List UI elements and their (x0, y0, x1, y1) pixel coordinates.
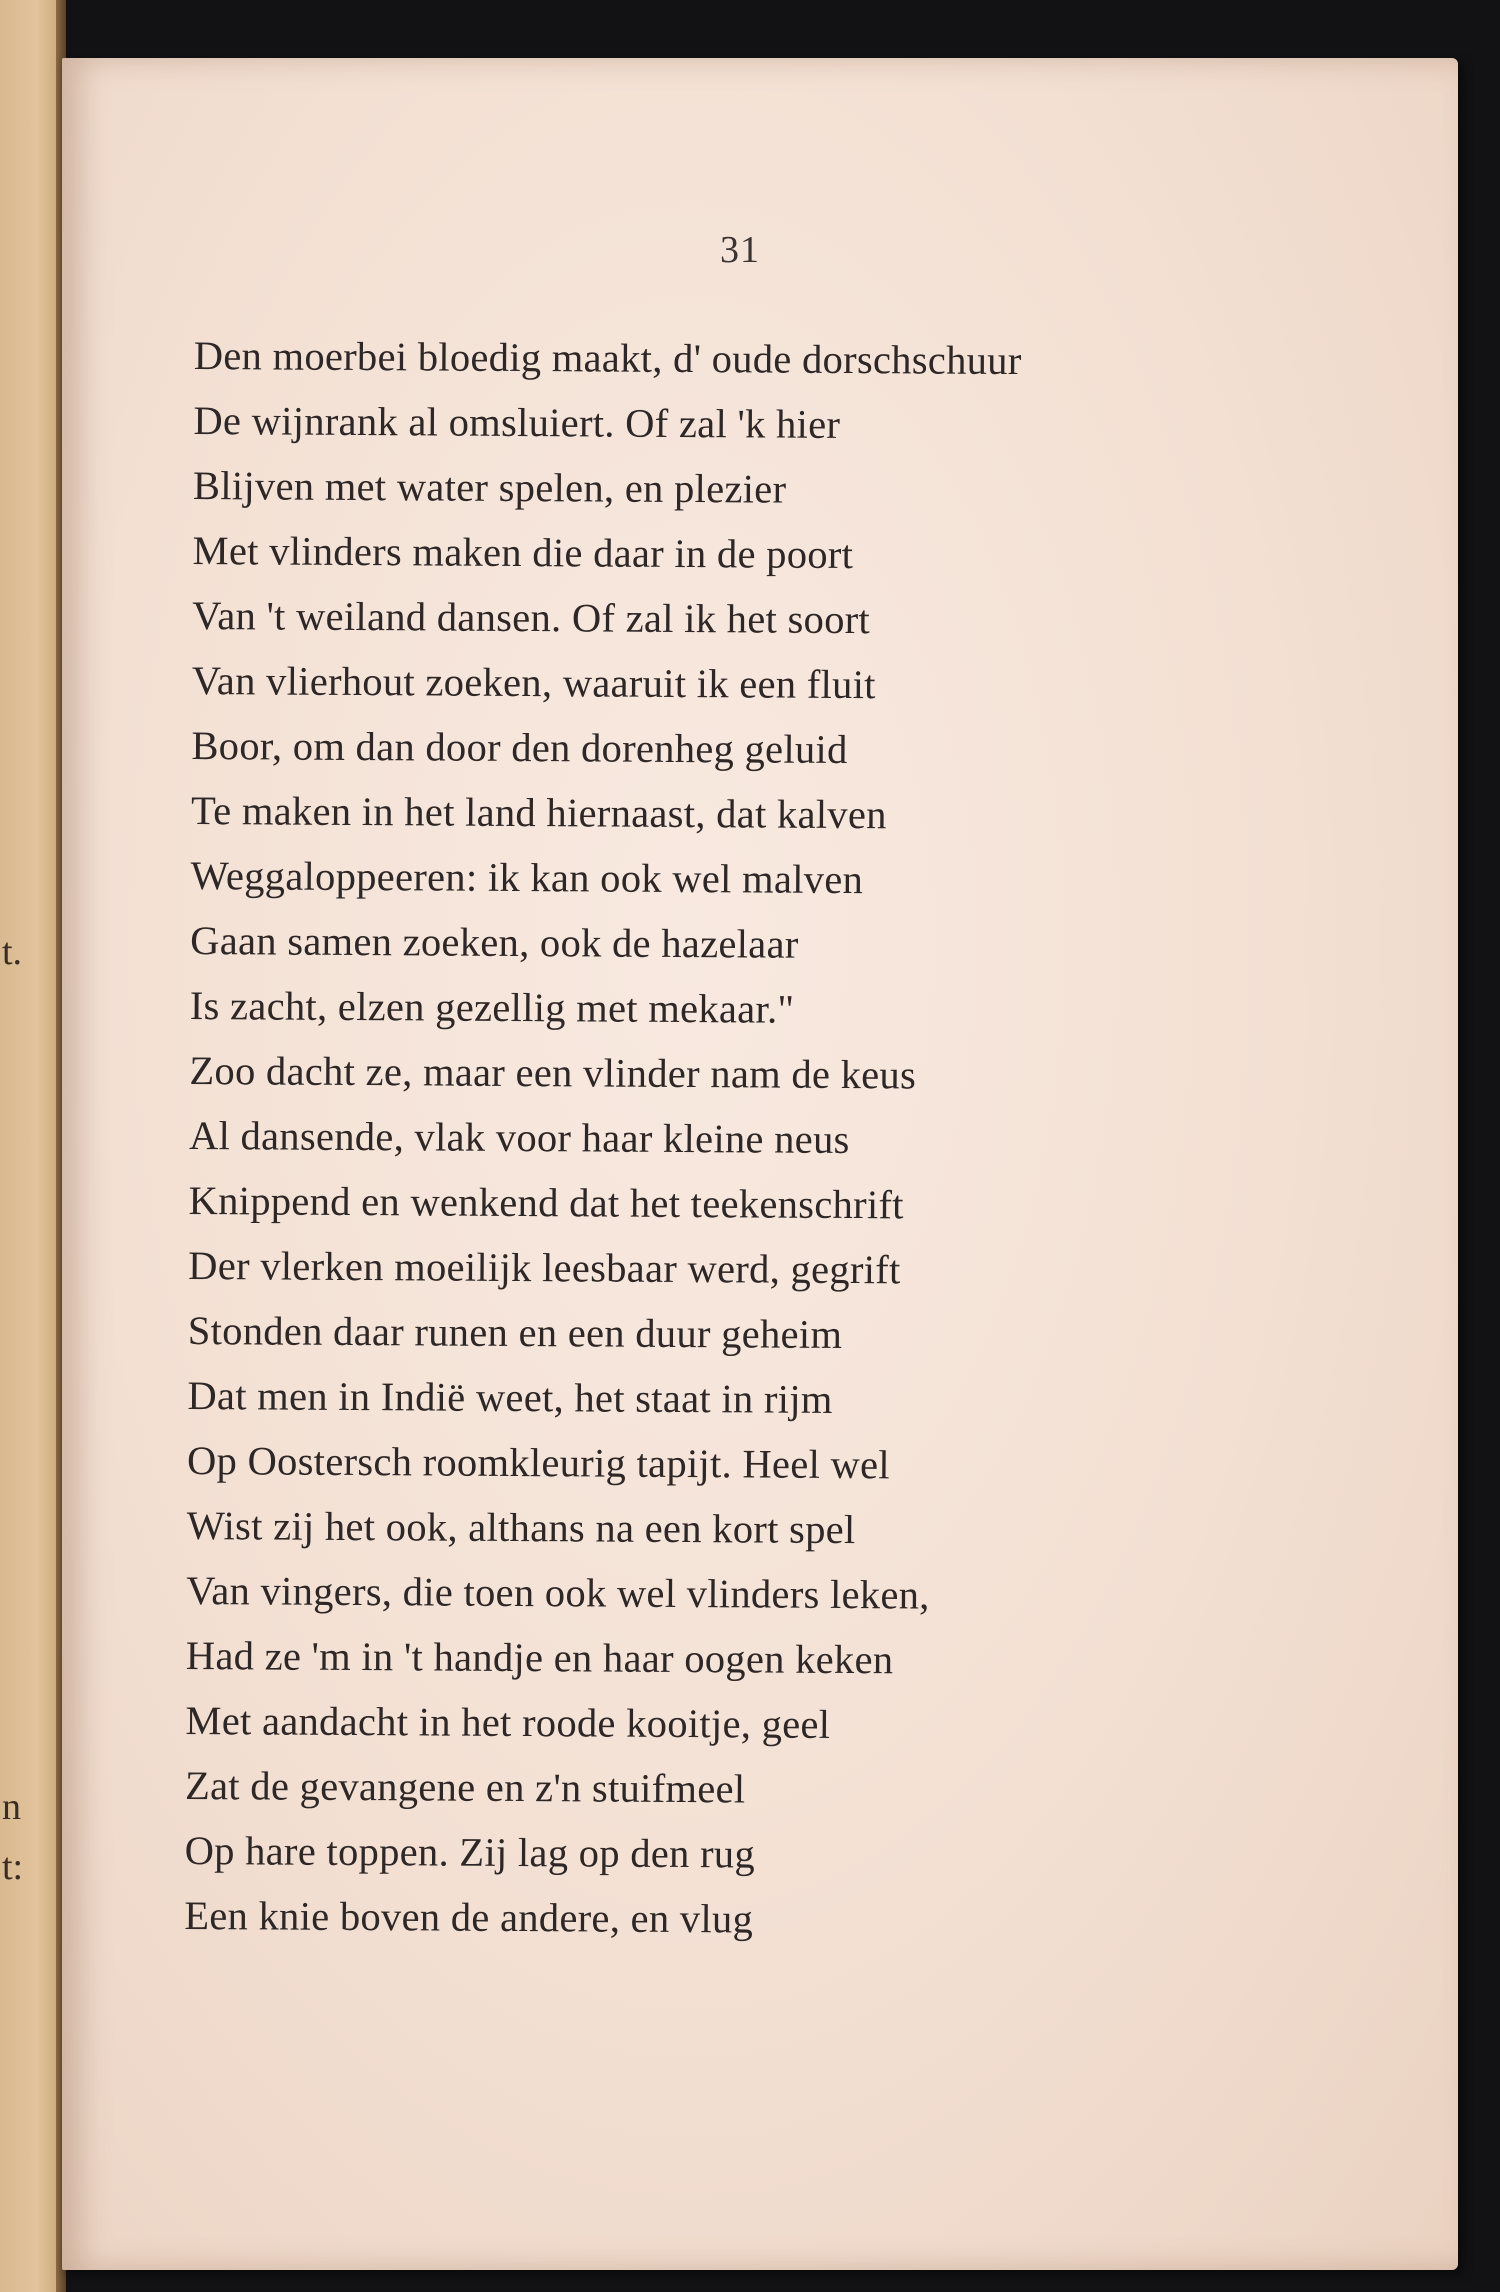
facing-page-fragment: t. (2, 931, 23, 973)
poem-line: Gaan samen zoeken, ook de hazelaar (190, 917, 799, 967)
poem-line: Met aandacht in het roode kooitje, geel (185, 1697, 831, 1747)
poem-line: Van vingers, die toen ook wel vlinders leken, (186, 1567, 930, 1618)
poem-line: Al dansende, vlak voor haar kleine neus (188, 1112, 850, 1163)
page-number: 31 (720, 229, 760, 271)
poem-line: Had ze 'm in 't handje en haar oogen keken (185, 1632, 894, 1683)
facing-page-fragment: t: (2, 1846, 24, 1888)
poem-line: Stonden daar runen en een duur geheim (187, 1307, 843, 1357)
poem-line: Boor, om dan door den dorenheg geluid (191, 722, 848, 773)
poem-line: Een knie boven de andere, en vlug (184, 1892, 754, 1942)
poem (184, 323, 1022, 1953)
poem-line: Van 't weiland dansen. Of zal ik het soort (192, 592, 871, 643)
poem-line: Te maken in het land hiernaast, dat kalven (190, 787, 887, 838)
facing-page-fragment: n (2, 1786, 21, 1828)
poem-line: Op hare toppen. Zij lag op den rug (184, 1827, 756, 1877)
poem-line: Weggaloppeeren: ik kan ook wel malven (190, 852, 864, 903)
poem-line: De wijnrank al omsluiert. Of zal 'k hier (193, 397, 841, 447)
poem-line: Is zacht, elzen gezellig met mekaar." (189, 982, 795, 1032)
poem-line: Zoo dacht ze, maar een vlinder nam de keus (189, 1047, 917, 1098)
poem-line: Van vlierhout zoeken, waaruit ik een fluit (191, 657, 876, 708)
poem-line: Knippend en wenkend dat het teekenschrift (188, 1177, 904, 1228)
poem-line: Wist zij het ook, althans na een kort spel (186, 1502, 856, 1553)
poem-line: Met vlinders maken die daar in de poort (192, 527, 854, 578)
book-page (62, 58, 1458, 2270)
poem-line: Blijven met water spelen, en plezier (192, 462, 787, 512)
facing-page (0, 0, 62, 2292)
poem-line: Der vlerken moeilijk leesbaar werd, gegrift (188, 1242, 901, 1293)
poem-line: Op Oostersch roomkleurig tapijt. Heel wel (186, 1437, 891, 1488)
poem-line: Zat de gevangene en z'n stuifmeel (184, 1762, 746, 1812)
poem-line: Den moerbei bloedig maakt, d' oude dorschschuur (193, 332, 1022, 384)
poem-line: Dat men in Indië weet, het staat in rijm (187, 1372, 833, 1422)
